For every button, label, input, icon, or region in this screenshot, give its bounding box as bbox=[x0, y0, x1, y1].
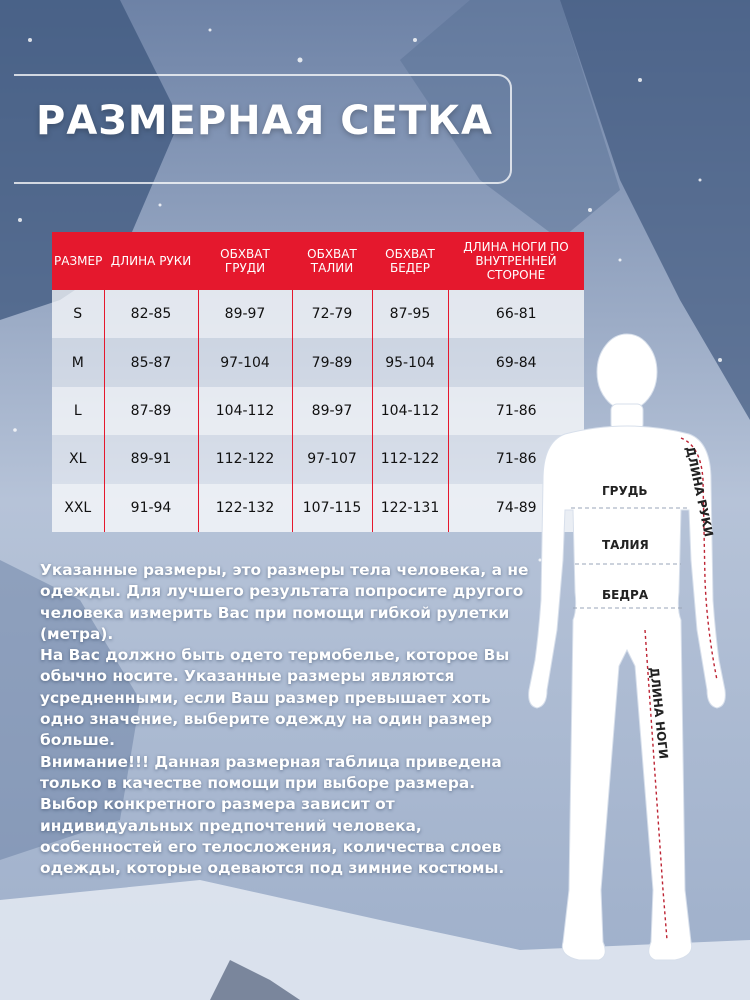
description-warning: Внимание!!! Данная размерная таблица приведена только в качестве помощи при выборе размера. Выбор конкретного размера зависит от индивидуальных предпочтений человека, особенностей его телосложения, количества слоев одежды, которые одеваются под зимние костюмы. bbox=[40, 752, 505, 878]
header-waist: ОБХВАТ ТАЛИИ bbox=[307, 247, 357, 275]
table-header-row bbox=[52, 232, 584, 290]
cell-leg: 74-89 bbox=[448, 484, 584, 532]
cell-chest: 122-132 bbox=[198, 484, 292, 532]
label-arm-length: ДЛИНА РУКИ bbox=[683, 445, 716, 539]
cell-hips: 122-131 bbox=[372, 484, 448, 532]
header-hips: ОБХВАТ БЕДЕР bbox=[385, 247, 435, 275]
label-leg-length: ДЛИНА НОГИ bbox=[647, 666, 671, 760]
cell-chest: 89-97 bbox=[198, 290, 292, 338]
body-figure bbox=[505, 330, 750, 970]
label-waist: ТАЛИЯ bbox=[602, 538, 649, 552]
cell-arm: 85-87 bbox=[104, 338, 198, 386]
cell-size: M bbox=[71, 354, 84, 371]
cell-leg: 71-86 bbox=[448, 435, 584, 483]
description-paragraph: Указанные размеры, это размеры тела человека, а не одежды. Для лучшего результата попросите другого человека измерить Вас при помощи гибкой рулетки (метра). bbox=[40, 561, 529, 643]
header-arm-length: ДЛИНА РУКИ bbox=[110, 254, 192, 268]
cell-hips: 95-104 bbox=[372, 338, 448, 386]
human-silhouette-icon bbox=[505, 330, 750, 970]
cell-arm: 91-94 bbox=[104, 484, 198, 532]
cell-waist: 89-97 bbox=[292, 387, 372, 435]
cell-size: XXL bbox=[64, 499, 92, 516]
header-size: РАЗМЕР bbox=[54, 254, 103, 268]
header-chest: ОБХВАТ ГРУДИ bbox=[220, 247, 270, 275]
cell-hips: 112-122 bbox=[372, 435, 448, 483]
cell-chest: 97-104 bbox=[198, 338, 292, 386]
cell-arm: 82-85 bbox=[104, 290, 198, 338]
cell-leg: 66-81 bbox=[448, 290, 584, 338]
cell-arm: 89-91 bbox=[104, 435, 198, 483]
label-chest: ГРУДЬ bbox=[602, 484, 648, 498]
label-hips: БЕДРА bbox=[602, 588, 649, 602]
header-leg-length: ДЛИНА НОГИ ПО ВНУТРЕННЕЙ СТОРОНЕ bbox=[463, 240, 569, 282]
cell-hips: 104-112 bbox=[372, 387, 448, 435]
cell-size: XL bbox=[69, 451, 87, 468]
cell-waist: 107-115 bbox=[292, 484, 372, 532]
cell-leg: 69-84 bbox=[448, 338, 584, 386]
cell-hips: 87-95 bbox=[372, 290, 448, 338]
page-title: РАЗМЕРНАЯ СЕТКА bbox=[36, 98, 493, 144]
cell-size: S bbox=[73, 306, 83, 323]
cell-waist: 72-79 bbox=[292, 290, 372, 338]
cell-leg: 71-86 bbox=[448, 387, 584, 435]
description-paragraph: На Вас должно быть одето термобелье, которое Вы обычно носите. Указанные размеры являются усредненными, если Ваш размер превышает хоть одно значение, выберите одежду на один размер больше. bbox=[40, 646, 510, 750]
cell-size: L bbox=[73, 402, 82, 419]
cell-chest: 112-122 bbox=[198, 435, 292, 483]
cell-waist: 79-89 bbox=[292, 338, 372, 386]
description bbox=[40, 560, 530, 879]
cell-chest: 104-112 bbox=[198, 387, 292, 435]
cell-waist: 97-107 bbox=[292, 435, 372, 483]
cell-arm: 87-89 bbox=[104, 387, 198, 435]
